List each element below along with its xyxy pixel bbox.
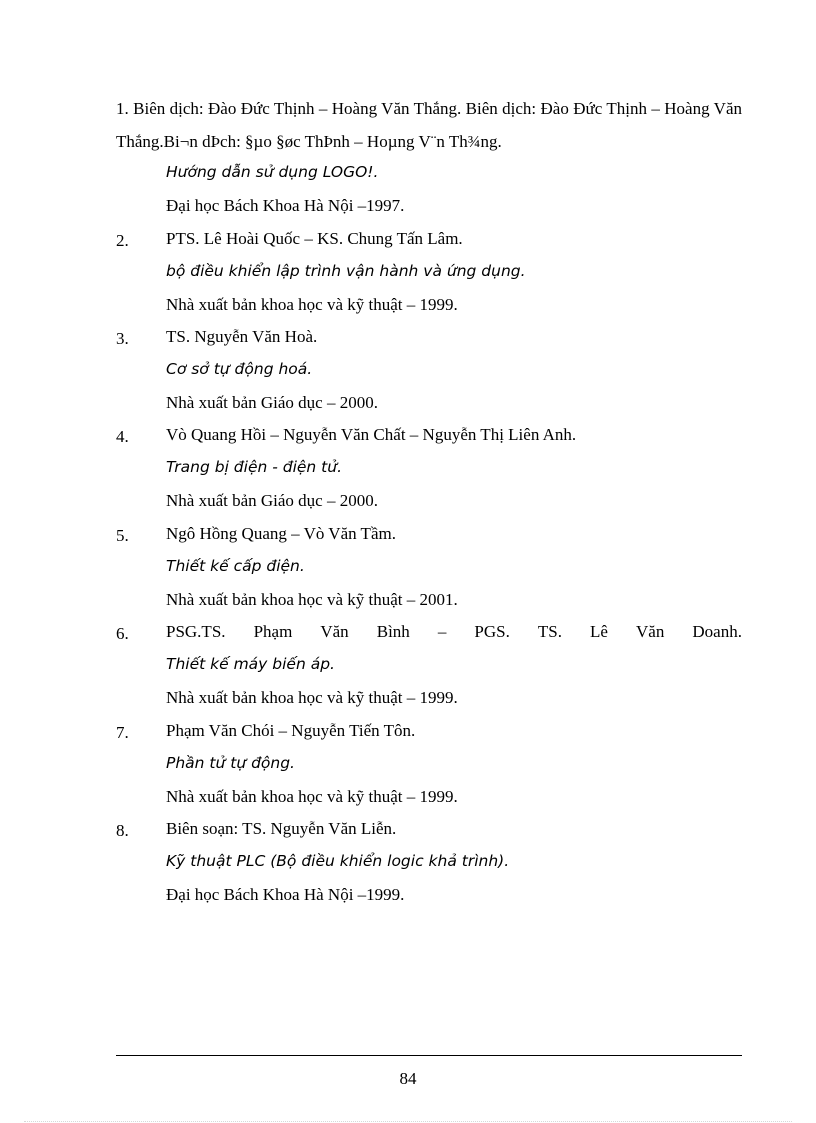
reference-publisher: Nhà xuất bản khoa học và kỹ thuật – 1999. bbox=[166, 787, 458, 806]
reference-number: 2. bbox=[116, 231, 129, 250]
author-word: Phạm bbox=[253, 622, 293, 641]
reference-publisher: Đại học Bách Khoa Hà Nội –1999. bbox=[166, 885, 405, 904]
reference-number: 5. bbox=[116, 526, 129, 545]
reference-publisher: Nhà xuất bản Giáo dục – 2000. bbox=[166, 491, 378, 510]
reference-title: Thiết kế máy biến áp. bbox=[166, 655, 335, 673]
reference-title: bộ điều khiển lập trình vận hành và ứng dụng. bbox=[166, 262, 526, 280]
reference-author: Vò Quang Hồi – Nguyễn Văn Chất – Nguyễn Thị Liên Anh. bbox=[166, 425, 577, 444]
reference-number: 8. bbox=[116, 821, 129, 840]
page-number: 84 bbox=[399, 1069, 417, 1088]
reference-1-details bbox=[166, 156, 742, 222]
reference-publisher: Nhà xuất bản khoa học và kỹ thuật – 1999. bbox=[166, 295, 458, 314]
author-word: – bbox=[437, 622, 447, 641]
reference-title: Cơ sở tự động hoá. bbox=[166, 360, 313, 378]
reference-author: Biên soạn: TS. Nguyễn Văn Liễn. bbox=[166, 819, 397, 838]
reference-author bbox=[166, 615, 742, 648]
reference-number: 3. bbox=[116, 329, 129, 348]
reference-author: PTS. Lê Hoài Quốc – KS. Chung Tấn Lâm. bbox=[166, 229, 463, 248]
reference-publisher: Nhà xuất bản khoa học và kỹ thuật – 2001. bbox=[166, 590, 458, 609]
reference-publisher: Đại học Bách Khoa Hà Nội –1997. bbox=[166, 196, 405, 215]
author-word: Lê bbox=[590, 622, 608, 641]
author-word: Văn bbox=[320, 622, 349, 641]
author-word: Văn bbox=[636, 622, 665, 641]
reference-author: Ngô Hồng Quang – Vò Văn Tầm. bbox=[166, 524, 396, 543]
reference-author: TS. Nguyễn Văn Hoà. bbox=[166, 327, 318, 346]
footer-divider bbox=[116, 1055, 742, 1056]
reference-number: 6. bbox=[116, 624, 129, 643]
author-word: TS. bbox=[537, 622, 562, 641]
page-bottom-edge bbox=[24, 1121, 792, 1122]
author-word: PSG.TS. bbox=[166, 622, 226, 641]
author-word: Doanh. bbox=[692, 622, 742, 641]
reference-title: Kỹ thuật PLC (Bộ điều khiển logic khả trình). bbox=[166, 852, 510, 870]
author-word: Bình bbox=[376, 622, 410, 641]
reference-publisher: Nhà xuất bản Giáo dục – 2000. bbox=[166, 393, 378, 412]
reference-number: 4. bbox=[116, 427, 129, 446]
reference-title: Hướng dẫn sử dụng LOGO!. bbox=[166, 163, 379, 181]
reference-author: Phạm Văn Chói – Nguyễn Tiến Tôn. bbox=[166, 721, 416, 740]
author-word: PGS. bbox=[474, 622, 510, 641]
reference-title: Phần tử tự động. bbox=[166, 754, 295, 772]
reference-publisher: Nhà xuất bản khoa học và kỹ thuật – 1999. bbox=[166, 688, 458, 707]
reference-title: Trang bị điện - điện tử. bbox=[166, 458, 343, 476]
reference-title: Thiết kế cấp điện. bbox=[166, 557, 305, 575]
reference-1-authors: 1. Biên dịch: Đào Đức Thịnh – Hoàng Văn Thắng. Biên dịch: Đào Đức Thịnh – Hoàng Văn Thắng.Bi¬n dÞch: §µo §øc ThÞnh – Hoµng V¨n Th¾ng. bbox=[116, 99, 742, 151]
reference-number: 7. bbox=[116, 723, 129, 742]
